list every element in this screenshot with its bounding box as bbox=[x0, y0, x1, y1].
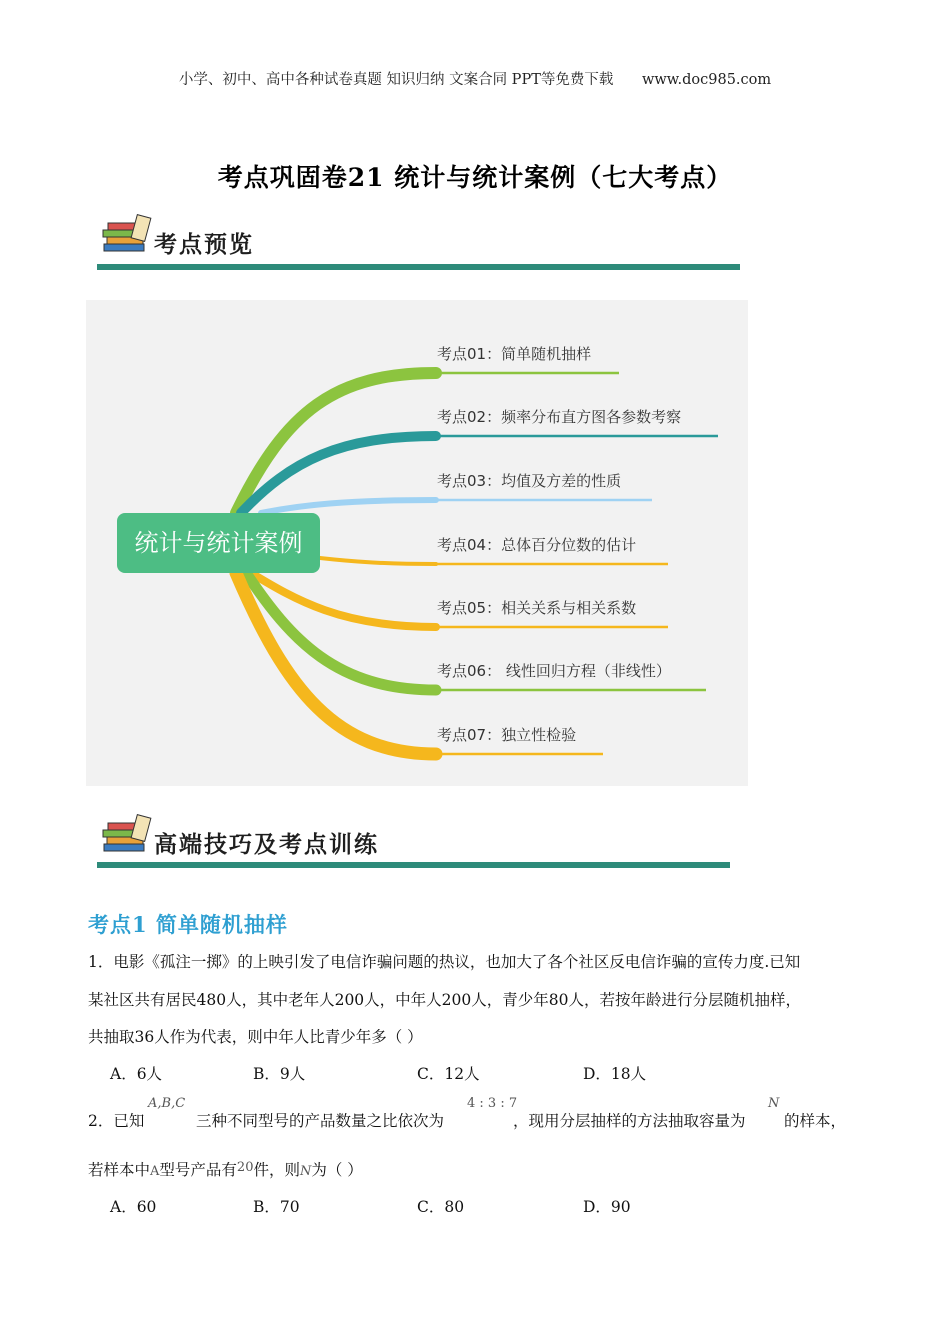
section-heading: 考点1 简单随机抽样 bbox=[88, 912, 288, 937]
q2-line2-a: 若样本中 bbox=[88, 1161, 151, 1179]
branch-label-2: 考点02：频率分布直方图各参数考察 bbox=[437, 408, 682, 426]
banner-divider bbox=[97, 264, 740, 270]
q2-math-n: N bbox=[768, 1096, 780, 1111]
q2-option-b: B．70 bbox=[253, 1198, 300, 1216]
q2-math-abc: A,B,C bbox=[148, 1096, 186, 1111]
q2-math-a: A bbox=[150, 1164, 160, 1179]
q2-suffix: 的样本， bbox=[784, 1112, 847, 1130]
document-title: 考点巩固卷21 统计与统计案例（七大考点） bbox=[217, 163, 733, 192]
branch-label-7: 考点07：独立性检验 bbox=[437, 726, 577, 744]
q2-math-20: 20 bbox=[236, 1160, 254, 1175]
q1-line-1: 1．电影《孤注一掷》的上映引发了电信诈骗问题的热议，也加大了各个社区反电信诈骗的宣传力度.已知 bbox=[88, 953, 801, 971]
branch-label-5: 考点05：相关关系与相关系数 bbox=[437, 599, 637, 617]
branch-label-3: 考点03：均值及方差的性质 bbox=[437, 472, 622, 490]
branch-line-4 bbox=[320, 558, 436, 564]
q1-line-2: 某社区共有居民480人，其中老年人200人，中年人200人，青少年80人，若按年龄进行分层随机抽样， bbox=[88, 991, 801, 1009]
header-tagline: 小学、初中、高中各种试卷真题 知识归纳 文案合同 PPT等免费下载 bbox=[178, 72, 614, 88]
books-icon bbox=[100, 214, 152, 258]
branch-label-4: 考点04：总体百分位数的估计 bbox=[437, 536, 637, 554]
banner-preview-title: 考点预览 bbox=[154, 231, 254, 258]
q2-line2-d: 为（ ） bbox=[311, 1161, 363, 1179]
mindmap-center-node: 统计与统计案例 bbox=[117, 513, 320, 573]
q1-option-a: A．6人 bbox=[110, 1065, 163, 1083]
branch-label-6: 考点06： 线性回归方程（非线性） bbox=[437, 662, 671, 680]
q2-mid-2: ，现用分层抽样的方法抽取容量为 bbox=[513, 1112, 746, 1130]
site-header bbox=[0, 68, 950, 89]
q1-line-3: 共抽取36人作为代表，则中年人比青少年多（ ） bbox=[88, 1028, 423, 1046]
branch-label-1: 考点01：简单随机抽样 bbox=[437, 345, 592, 363]
banner-divider bbox=[97, 862, 730, 868]
header-url[interactable]: www.doc985.com bbox=[641, 72, 772, 88]
q2-option-c: C．80 bbox=[417, 1198, 465, 1216]
q2-math-ratio: 4 : 3 : 7 bbox=[467, 1096, 518, 1111]
q2-math-n2: N bbox=[299, 1164, 312, 1179]
banner-training-title: 高端技巧及考点训练 bbox=[154, 831, 379, 858]
books-icon bbox=[100, 814, 152, 858]
q2-prefix: 2．已知 bbox=[88, 1112, 145, 1130]
q1-option-d: D．18人 bbox=[583, 1065, 647, 1083]
q2-line-2 bbox=[88, 1158, 363, 1180]
q2-mid-1: 三种不同型号的产品数量之比依次为 bbox=[196, 1112, 445, 1130]
q2-line2-c: 件，则 bbox=[253, 1161, 300, 1179]
q2-line2-b: 型号产品有 bbox=[159, 1161, 237, 1179]
branch-line-3 bbox=[261, 500, 436, 513]
q2-option-d: D．90 bbox=[583, 1198, 631, 1216]
q1-option-b: B．9人 bbox=[253, 1065, 306, 1083]
q2-option-a: A．60 bbox=[110, 1198, 157, 1216]
q1-option-c: C．12人 bbox=[417, 1065, 480, 1083]
mindmap bbox=[86, 300, 748, 786]
